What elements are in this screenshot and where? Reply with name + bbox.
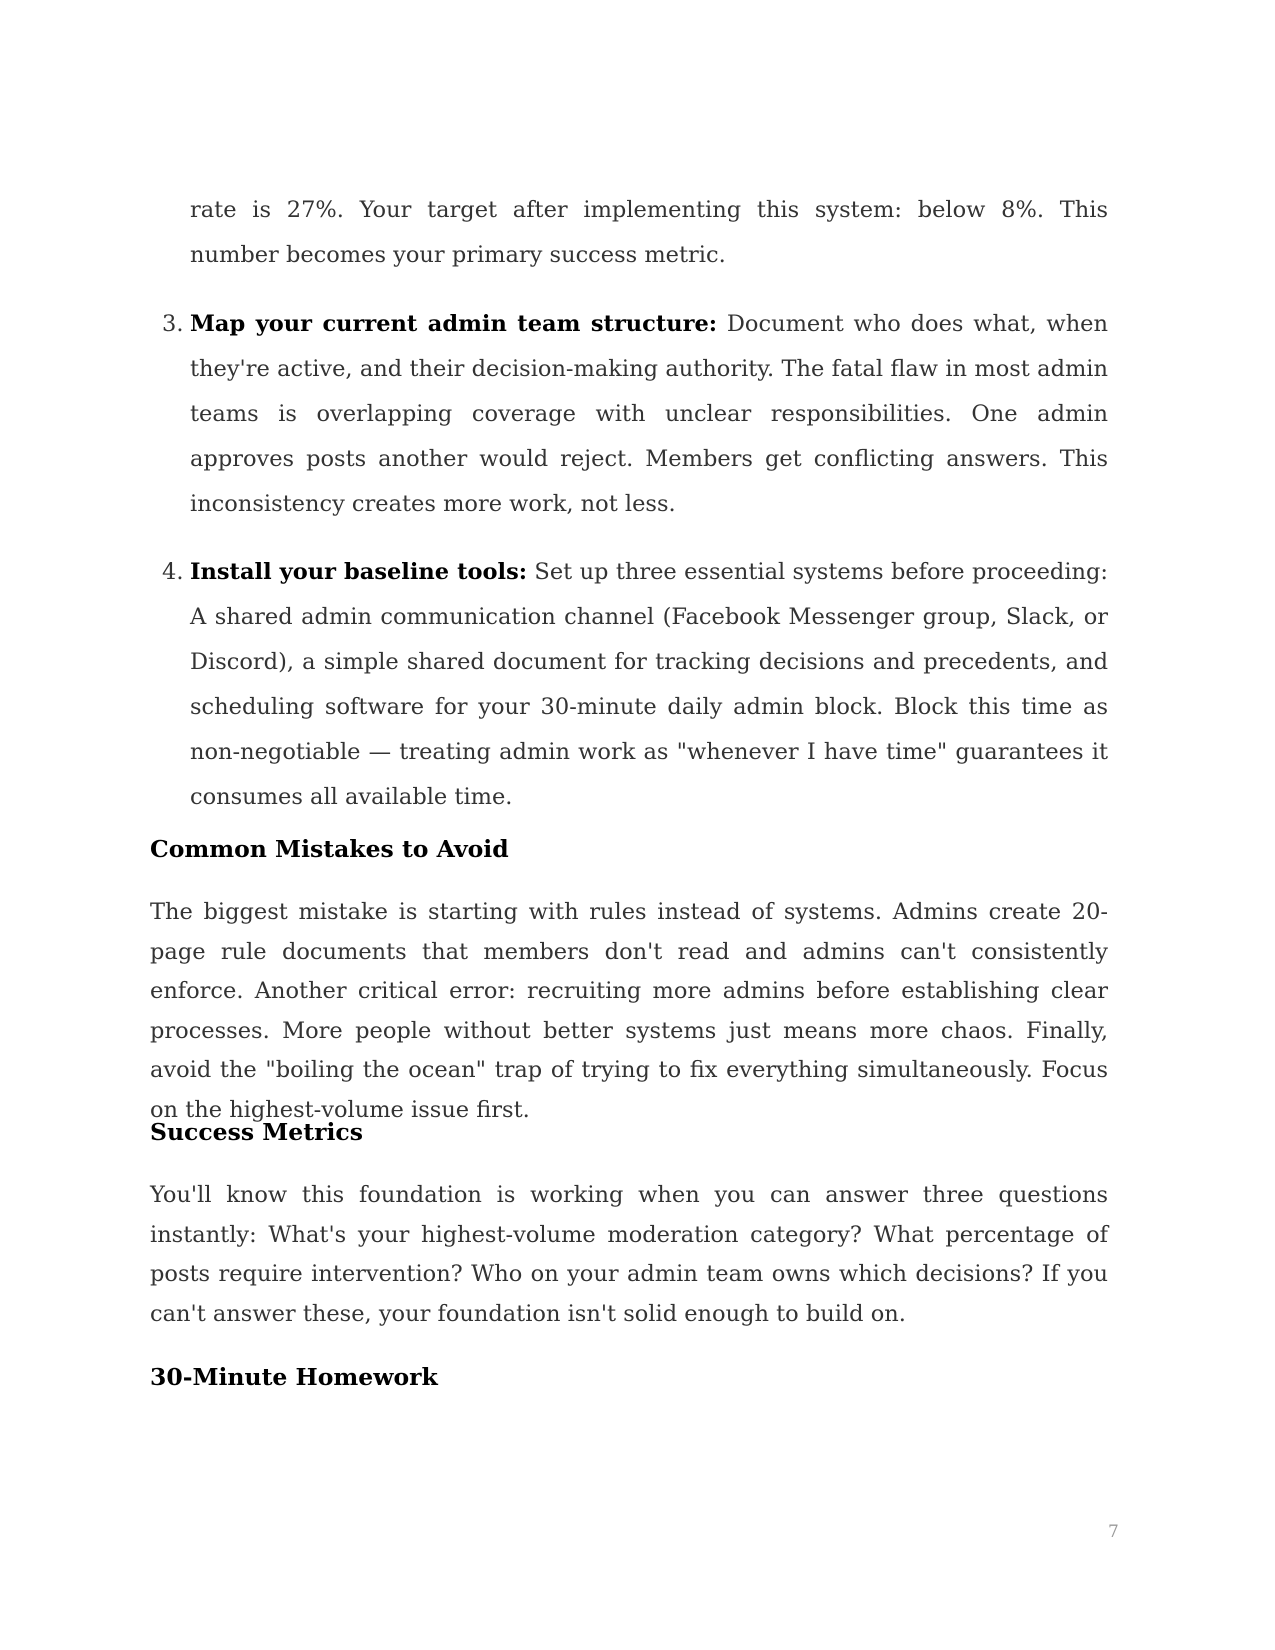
section-body-common-mistakes: The biggest mistake is starting with rules instead of systems. Admins create 20-page rule documents that members don't read and admins can't consistently enforce. Another critical error: recruiting more admins before establishing clear processes. More people without better systems just means more chaos. Finally, avoid the "boiling the ocean" trap of trying to fix everything simultaneously. Focus on the highest-volume issue first.: [150, 899, 1108, 1123]
section-body-success-metrics: You'll know this foundation is working when you can answer three questions instantly: What's your highest-volume moderation category? What percentage of posts require intervention? Who on your admin team owns which decisions? If you can't answer these, your foundation isn't solid enough to build on.: [150, 1182, 1108, 1327]
list-item-step-3: [162, 302, 1108, 527]
list-number: 4.: [162, 559, 184, 585]
step-title: Map your current admin team structure:: [190, 311, 718, 337]
step-text: Document who does what, when they're active, and their decision-making authority. The fatal flaw in most admin teams is overlapping coverage with unclear responsibilities. One admin approves posts another would reject. Members get conflicting answers. This inconsistency creates more work, not less.: [190, 311, 1108, 517]
section-heading-homework: 30-Minute Homework: [150, 1363, 438, 1391]
section-heading-common-mistakes: Common Mistakes to Avoid: [150, 835, 509, 863]
section-heading-success-metrics: Success Metrics: [150, 1118, 363, 1146]
numbered-step-list: [162, 302, 1109, 843]
list-item-step-4: [162, 550, 1109, 820]
page-number: 7: [1108, 1522, 1119, 1542]
list-item-continuation: rate is 27%. Your target after implementing this system: below 8%. This number becomes your primary success metric.: [190, 197, 1108, 268]
list-number: 3.: [162, 311, 184, 337]
step-text: Set up three essential systems before proceeding: A shared admin communication channel (Facebook Messenger group, Slack, or Discord), a simple shared document for tracking decisions and precedents, and scheduling software for your 30-minute daily admin block. Block this time as non-negotiable — treating admin work as "whenever I have time" guarantees it consumes all available time.: [190, 559, 1109, 810]
step-title: Install your baseline tools:: [190, 559, 528, 585]
